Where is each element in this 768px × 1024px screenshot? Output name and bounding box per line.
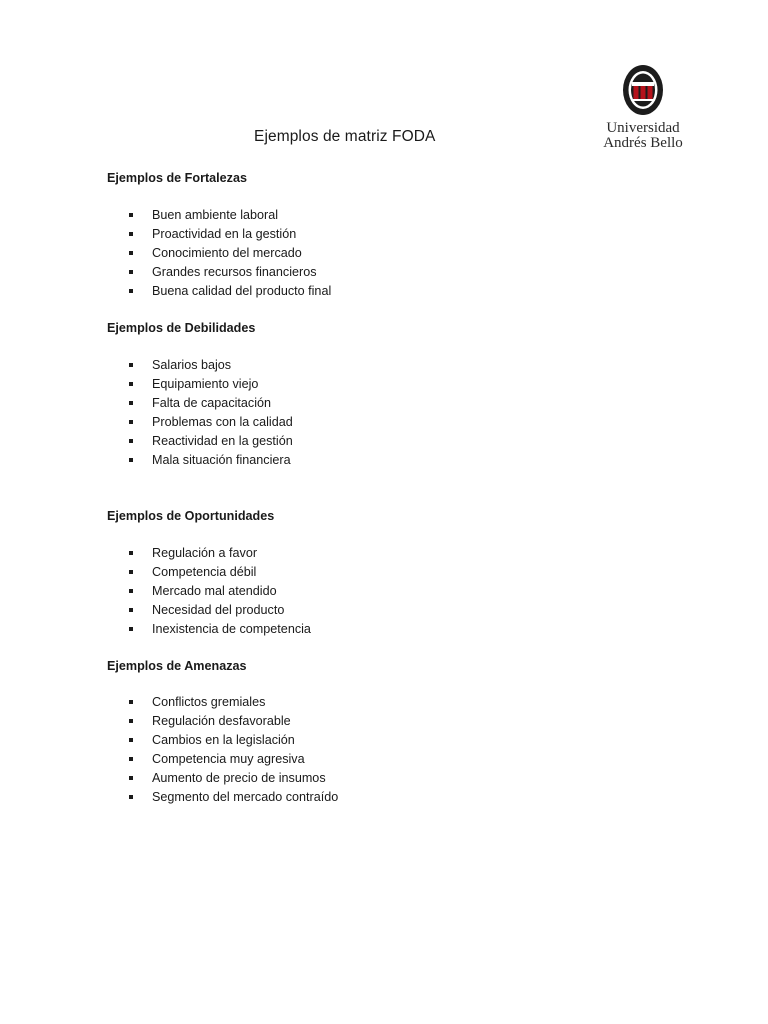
square-bullet-icon: [129, 700, 133, 704]
section-heading-fortalezas: Ejemplos de Fortalezas: [107, 171, 247, 185]
list-item-text: Reactividad en la gestión: [152, 434, 293, 448]
list-debilidades: [128, 356, 293, 470]
list-item-text: Problemas con la calidad: [152, 415, 293, 429]
square-bullet-icon: [129, 627, 133, 631]
list-fortalezas: [128, 206, 331, 301]
list-item-text: Equipamiento viejo: [152, 377, 259, 391]
square-bullet-icon: [129, 608, 133, 612]
list-item: [128, 769, 338, 788]
list-item-text: Conflictos gremiales: [152, 695, 266, 709]
list-item: [128, 750, 338, 769]
square-bullet-icon: [129, 551, 133, 555]
list-item: [128, 693, 338, 712]
list-item: [128, 394, 293, 413]
square-bullet-icon: [129, 270, 133, 274]
list-item: [128, 244, 331, 263]
list-item: [128, 413, 293, 432]
list-item-text: Aumento de precio de insumos: [152, 771, 326, 785]
list-item: [128, 731, 338, 750]
list-item-text: Competencia muy agresiva: [152, 752, 305, 766]
square-bullet-icon: [129, 738, 133, 742]
square-bullet-icon: [129, 719, 133, 723]
list-item: [128, 563, 311, 582]
list-oportunidades: [128, 544, 311, 639]
square-bullet-icon: [129, 289, 133, 293]
list-item-text: Inexistencia de competencia: [152, 622, 311, 636]
section-heading-amenazas: Ejemplos de Amenazas: [107, 659, 247, 673]
square-bullet-icon: [129, 776, 133, 780]
list-item-text: Salarios bajos: [152, 358, 232, 372]
list-item: [128, 206, 331, 225]
square-bullet-icon: [129, 401, 133, 405]
logo-line-2: Andrés Bello: [603, 135, 683, 151]
square-bullet-icon: [129, 757, 133, 761]
square-bullet-icon: [129, 420, 133, 424]
square-bullet-icon: [129, 570, 133, 574]
list-item: [128, 263, 331, 282]
list-item: [128, 356, 293, 375]
logo-line-1: Universidad: [606, 120, 680, 136]
section-heading-oportunidades: Ejemplos de Oportunidades: [107, 509, 275, 523]
list-item-text: Proactividad en la gestión: [152, 227, 297, 241]
square-bullet-icon: [129, 795, 133, 799]
list-item: [128, 788, 338, 807]
list-item-text: Falta de capacitación: [152, 396, 272, 410]
list-item-text: Mercado mal atendido: [152, 584, 277, 598]
list-amenazas: [128, 693, 338, 807]
list-item-text: Competencia débil: [152, 565, 257, 579]
list-item-text: Segmento del mercado contraído: [152, 790, 339, 804]
list-item: [128, 432, 293, 451]
list-item-text: Necesidad del producto: [152, 603, 285, 617]
list-item: [128, 582, 311, 601]
list-item: [128, 712, 338, 731]
list-item: [128, 620, 311, 639]
list-item: [128, 225, 331, 244]
square-bullet-icon: [129, 363, 133, 367]
list-item: [128, 282, 331, 301]
section-heading-debilidades: Ejemplos de Debilidades: [107, 321, 256, 335]
university-logo: [595, 62, 691, 154]
list-item-text: Regulación a favor: [152, 546, 258, 560]
square-bullet-icon: [129, 251, 133, 255]
list-item-text: Grandes recursos financieros: [152, 265, 317, 279]
square-bullet-icon: [129, 213, 133, 217]
document-title: Ejemplos de matriz FODA: [254, 128, 436, 145]
list-item-text: Conocimiento del mercado: [152, 246, 302, 260]
list-item: [128, 544, 311, 563]
square-bullet-icon: [129, 458, 133, 462]
list-item-text: Cambios en la legislación: [152, 733, 295, 747]
square-bullet-icon: [129, 589, 133, 593]
square-bullet-icon: [129, 232, 133, 236]
list-item-text: Mala situación financiera: [152, 453, 291, 467]
square-bullet-icon: [129, 382, 133, 386]
list-item: [128, 601, 311, 620]
square-bullet-icon: [129, 439, 133, 443]
list-item: [128, 451, 293, 470]
list-item-text: Regulación desfavorable: [152, 714, 291, 728]
list-item-text: Buena calidad del producto final: [152, 284, 332, 298]
list-item-text: Buen ambiente laboral: [152, 208, 279, 222]
university-crest-icon: [595, 62, 691, 120]
list-item: [128, 375, 293, 394]
